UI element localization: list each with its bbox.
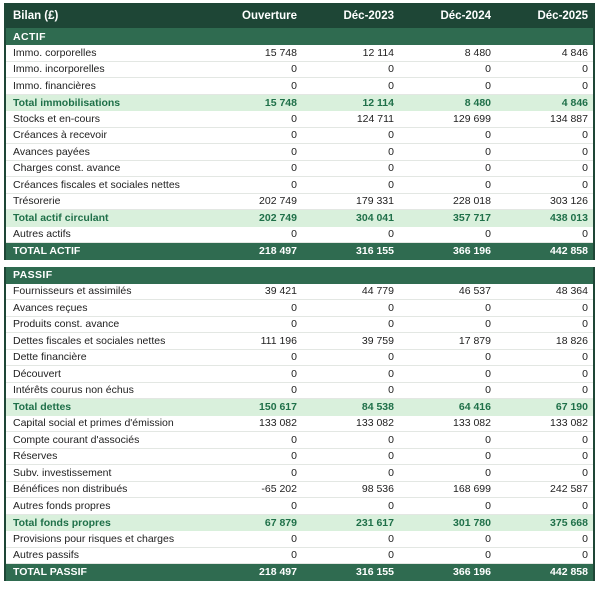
row-value: 202 749 [259, 195, 297, 208]
row-value: 8 480 [464, 96, 491, 109]
table-row [6, 531, 593, 548]
row-label: TOTAL PASSIF [13, 566, 87, 579]
section-header-passif: PASSIF [6, 267, 593, 284]
row-value: 15 748 [264, 46, 297, 59]
row-value: 357 717 [453, 212, 491, 225]
column-header-dec-2023: Déc-2023 [343, 9, 394, 22]
row-value: 0 [485, 367, 491, 380]
row-value: 84 538 [361, 401, 394, 414]
table-row [6, 95, 593, 112]
row-value: 0 [582, 466, 588, 479]
row-value: 438 013 [550, 212, 588, 225]
balance-sheet-table [4, 3, 595, 581]
row-value: 44 779 [361, 285, 394, 298]
row-value: 12 114 [362, 96, 394, 109]
row-value: 0 [291, 145, 297, 158]
row-label: Découvert [13, 367, 61, 380]
table-row [6, 227, 593, 244]
row-value: 0 [485, 301, 491, 314]
table-row [6, 144, 593, 161]
row-label: Dette financière [13, 351, 87, 364]
row-label: Autres fonds propres [13, 499, 111, 512]
row-value: 0 [485, 318, 491, 331]
row-label: Total immobilisations [13, 96, 121, 109]
table-row [6, 161, 593, 178]
row-label: Subv. investissement [13, 466, 112, 479]
row-value: 0 [388, 549, 394, 562]
row-value: 48 364 [555, 285, 588, 298]
row-value: 0 [291, 318, 297, 331]
row-value: 0 [291, 79, 297, 92]
row-value: 0 [582, 145, 588, 158]
row-value: 98 536 [361, 483, 394, 496]
row-value: 0 [388, 466, 394, 479]
table-row [6, 333, 593, 350]
row-value: 0 [485, 145, 491, 158]
row-value: 0 [291, 178, 297, 191]
row-value: 0 [485, 178, 491, 191]
column-header-dec-2024: Déc-2024 [440, 9, 491, 22]
table-row [6, 45, 593, 62]
table-row [6, 177, 593, 194]
row-value: 0 [291, 367, 297, 380]
row-value: 133 082 [356, 417, 394, 430]
row-value: 0 [388, 228, 394, 241]
row-value: 150 617 [259, 401, 297, 414]
table-row [6, 564, 593, 581]
row-value: 129 699 [453, 112, 491, 125]
row-value: 134 887 [550, 112, 588, 125]
row-label: Total fonds propres [13, 516, 111, 529]
table-row [6, 498, 593, 515]
row-value: 0 [388, 79, 394, 92]
row-value: 0 [582, 433, 588, 446]
row-value: 0 [485, 162, 491, 175]
row-value: 0 [582, 532, 588, 545]
row-value: 0 [291, 162, 297, 175]
row-value: 0 [291, 549, 297, 562]
row-value: 0 [291, 433, 297, 446]
row-value: 0 [485, 129, 491, 142]
table-row [6, 399, 593, 416]
row-label: Bénéfices non distribués [13, 483, 128, 496]
row-value: 366 196 [453, 245, 491, 258]
row-value: 18 826 [555, 334, 588, 347]
row-value: 17 879 [458, 334, 491, 347]
row-value: 0 [291, 63, 297, 76]
table-row [6, 284, 593, 301]
row-value: 67 190 [555, 401, 588, 414]
row-value: 316 155 [356, 566, 394, 579]
row-value: 228 018 [453, 195, 491, 208]
row-value: 0 [291, 384, 297, 397]
row-value: 0 [485, 228, 491, 241]
row-value: 0 [388, 318, 394, 331]
row-label: Avances payées [13, 145, 90, 158]
row-label: Total dettes [13, 401, 72, 414]
row-label: Compte courant d'associés [13, 433, 140, 446]
row-value: 303 126 [550, 195, 588, 208]
row-value: 242 587 [550, 483, 588, 496]
table-row [6, 317, 593, 334]
row-value: 0 [388, 384, 394, 397]
row-label: Créances fiscales et sociales nettes [13, 178, 180, 191]
table-row [6, 449, 593, 466]
table-row [6, 350, 593, 367]
row-label: Avances reçues [13, 301, 88, 314]
row-label: Total actif circulant [13, 212, 109, 225]
column-header-dec-2025: Déc-2025 [537, 9, 588, 22]
row-value: 0 [582, 367, 588, 380]
row-value: 0 [291, 532, 297, 545]
row-value: 0 [388, 450, 394, 463]
row-value: 0 [388, 499, 394, 512]
table-row [6, 243, 593, 260]
row-value: 12 114 [362, 46, 394, 59]
row-value: 111 196 [260, 334, 297, 347]
row-value: 133 082 [259, 417, 297, 430]
row-value: 0 [485, 450, 491, 463]
row-value: 0 [582, 549, 588, 562]
table-row [6, 416, 593, 433]
row-label: Produits const. avance [13, 318, 120, 331]
row-value: 0 [485, 466, 491, 479]
row-label: Autres actifs [13, 228, 71, 241]
row-value: 218 497 [259, 245, 297, 258]
row-value: 0 [485, 532, 491, 545]
row-label: Trésorerie [13, 195, 61, 208]
row-value: 0 [291, 351, 297, 364]
row-value: 0 [582, 178, 588, 191]
row-value: 4 846 [561, 96, 588, 109]
row-value: 133 082 [453, 417, 491, 430]
row-value: 0 [388, 367, 394, 380]
row-value: 316 155 [356, 245, 394, 258]
row-value: 0 [582, 162, 588, 175]
row-label: Stocks et en-cours [13, 112, 100, 125]
row-value: 0 [582, 228, 588, 241]
row-value: 0 [388, 162, 394, 175]
row-value: 0 [388, 532, 394, 545]
row-value: 442 858 [550, 245, 588, 258]
section-header-actif: ACTIF [6, 28, 593, 45]
row-value: 168 699 [453, 483, 491, 496]
table-row [6, 515, 593, 532]
row-label: Provisions pour risques et charges [13, 532, 175, 545]
row-value: 133 082 [550, 417, 588, 430]
row-value: 0 [582, 351, 588, 364]
row-value: 46 537 [458, 285, 491, 298]
row-value: 4 846 [561, 46, 588, 59]
row-value: 0 [388, 351, 394, 364]
row-value: 0 [582, 63, 588, 76]
table-row [6, 482, 593, 499]
row-value: 0 [485, 351, 491, 364]
table-row [6, 128, 593, 145]
table-row [6, 78, 593, 95]
table-sections [4, 28, 595, 581]
row-value: 179 331 [356, 195, 394, 208]
row-value: 304 041 [356, 212, 394, 225]
table-row [6, 366, 593, 383]
row-value: 0 [485, 499, 491, 512]
table-row [6, 465, 593, 482]
row-label: Fournisseurs et assimilés [13, 285, 132, 298]
row-value: 15 748 [264, 96, 297, 109]
column-header-ouverture: Ouverture [242, 9, 297, 22]
row-value: 0 [582, 450, 588, 463]
row-label: Capital social et primes d'émission [13, 417, 174, 430]
row-value: 375 668 [550, 516, 588, 529]
row-value: 0 [388, 63, 394, 76]
table-header-row [4, 3, 595, 28]
row-label: Autres passifs [13, 549, 79, 562]
row-value: 39 421 [264, 285, 297, 298]
row-value: 0 [291, 228, 297, 241]
row-value: 442 858 [550, 566, 588, 579]
row-value: 0 [291, 450, 297, 463]
row-label: Réserves [13, 450, 58, 463]
row-value: 0 [485, 79, 491, 92]
row-value: 8 480 [464, 46, 491, 59]
row-value: 0 [291, 129, 297, 142]
table-row [6, 548, 593, 565]
row-label: Immo. corporelles [13, 46, 97, 59]
section-passif [4, 267, 595, 581]
row-value: 0 [582, 499, 588, 512]
table-row [6, 383, 593, 400]
row-value: 366 196 [453, 566, 491, 579]
table-row [6, 62, 593, 79]
row-value: 0 [291, 499, 297, 512]
table-row [6, 111, 593, 128]
table-row [6, 210, 593, 227]
row-value: 0 [388, 301, 394, 314]
row-value: 0 [388, 178, 394, 191]
row-value: 0 [388, 433, 394, 446]
table-title: Bilan (£) [13, 9, 59, 22]
section-gap [4, 260, 595, 267]
row-value: -65 202 [261, 483, 297, 496]
row-value: 0 [582, 129, 588, 142]
row-value: 231 617 [356, 516, 394, 529]
row-value: 64 416 [458, 401, 491, 414]
row-value: 218 497 [259, 566, 297, 579]
row-value: 0 [388, 145, 394, 158]
row-value: 67 879 [264, 516, 297, 529]
row-value: 0 [388, 129, 394, 142]
row-value: 0 [582, 318, 588, 331]
row-label: Immo. incorporelles [13, 63, 105, 76]
section-actif [4, 28, 595, 260]
row-value: 0 [582, 79, 588, 92]
row-value: 0 [291, 112, 297, 125]
row-value: 0 [582, 384, 588, 397]
row-value: 0 [291, 301, 297, 314]
row-value: 301 780 [453, 516, 491, 529]
table-row [6, 432, 593, 449]
row-value: 202 749 [259, 212, 297, 225]
row-value: 39 759 [361, 334, 394, 347]
table-row [6, 194, 593, 211]
row-label: Charges const. avance [13, 162, 121, 175]
row-value: 0 [485, 384, 491, 397]
row-value: 0 [485, 549, 491, 562]
row-label: Dettes fiscales et sociales nettes [13, 334, 166, 347]
table-row [6, 300, 593, 317]
row-label: Immo. financières [13, 79, 96, 92]
row-value: 0 [291, 466, 297, 479]
row-label: Créances à recevoir [13, 129, 107, 142]
row-value: 0 [582, 301, 588, 314]
row-label: Intérêts courus non échus [13, 384, 134, 397]
row-value: 0 [485, 63, 491, 76]
row-label: TOTAL ACTIF [13, 245, 81, 258]
row-value: 124 711 [356, 112, 394, 125]
row-value: 0 [485, 433, 491, 446]
